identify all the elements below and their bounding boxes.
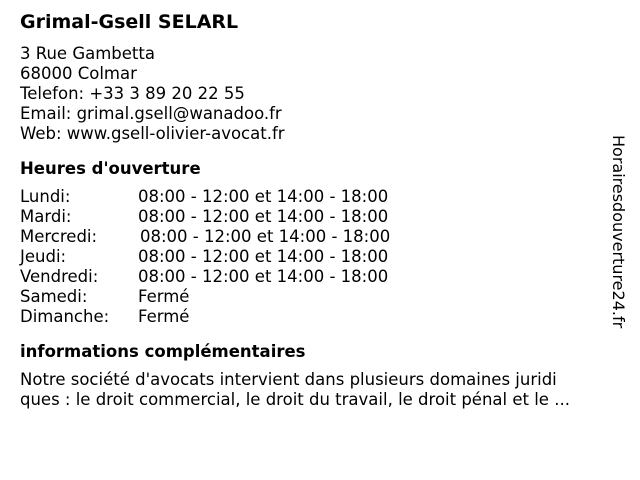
email-address: Email: grimal.gsell@wanadoo.fr bbox=[20, 104, 282, 123]
hours-row bbox=[20, 207, 610, 227]
hours-day: Samedi: bbox=[20, 287, 88, 306]
hours-time: 08:00 - 12:00 et 14:00 - 18:00 bbox=[140, 227, 391, 246]
hours-row bbox=[20, 227, 610, 247]
business-name: Grimal-Gsell SELARL bbox=[20, 11, 239, 33]
hours-day: Dimanche: bbox=[20, 307, 110, 326]
hours-day: Mercredi: bbox=[20, 227, 98, 246]
hours-row bbox=[20, 307, 610, 327]
hours-time: 08:00 - 12:00 et 14:00 - 18:00 bbox=[138, 267, 389, 286]
hours-row bbox=[20, 247, 610, 267]
hours-time: Fermé bbox=[138, 287, 190, 306]
hours-table bbox=[20, 187, 610, 327]
info-heading: informations complémentaires bbox=[20, 342, 306, 361]
address-street: 3 Rue Gambetta bbox=[20, 44, 155, 63]
website: Web: www.gsell-olivier-avocat.fr bbox=[20, 124, 285, 143]
hours-day: Mardi: bbox=[20, 207, 72, 226]
hours-time: 08:00 - 12:00 et 14:00 - 18:00 bbox=[138, 207, 389, 226]
hours-time: 08:00 - 12:00 et 14:00 - 18:00 bbox=[138, 247, 389, 266]
phone-number: Telefon: +33 3 89 20 22 55 bbox=[20, 84, 245, 103]
watermark-text: Horairesdouverture24.fr bbox=[609, 135, 628, 329]
hours-heading: Heures d'ouverture bbox=[20, 159, 201, 178]
hours-day: Jeudi: bbox=[20, 247, 67, 266]
business-card bbox=[20, 10, 610, 410]
hours-row bbox=[20, 267, 610, 287]
info-text-line: ques : le droit commercial, le droit du travail, le droit pénal et le ... bbox=[20, 390, 570, 409]
hours-day: Lundi: bbox=[20, 187, 71, 206]
info-text-line: Notre société d'avocats intervient dans plusieurs domaines juridi bbox=[20, 370, 557, 389]
info-text bbox=[20, 370, 608, 410]
address-city: 68000 Colmar bbox=[20, 64, 137, 83]
hours-time: 08:00 - 12:00 et 14:00 - 18:00 bbox=[138, 187, 389, 206]
watermark bbox=[606, 135, 630, 375]
hours-row bbox=[20, 187, 610, 207]
hours-day: Vendredi: bbox=[20, 267, 99, 286]
hours-time: Fermé bbox=[138, 307, 190, 326]
hours-row bbox=[20, 287, 610, 307]
